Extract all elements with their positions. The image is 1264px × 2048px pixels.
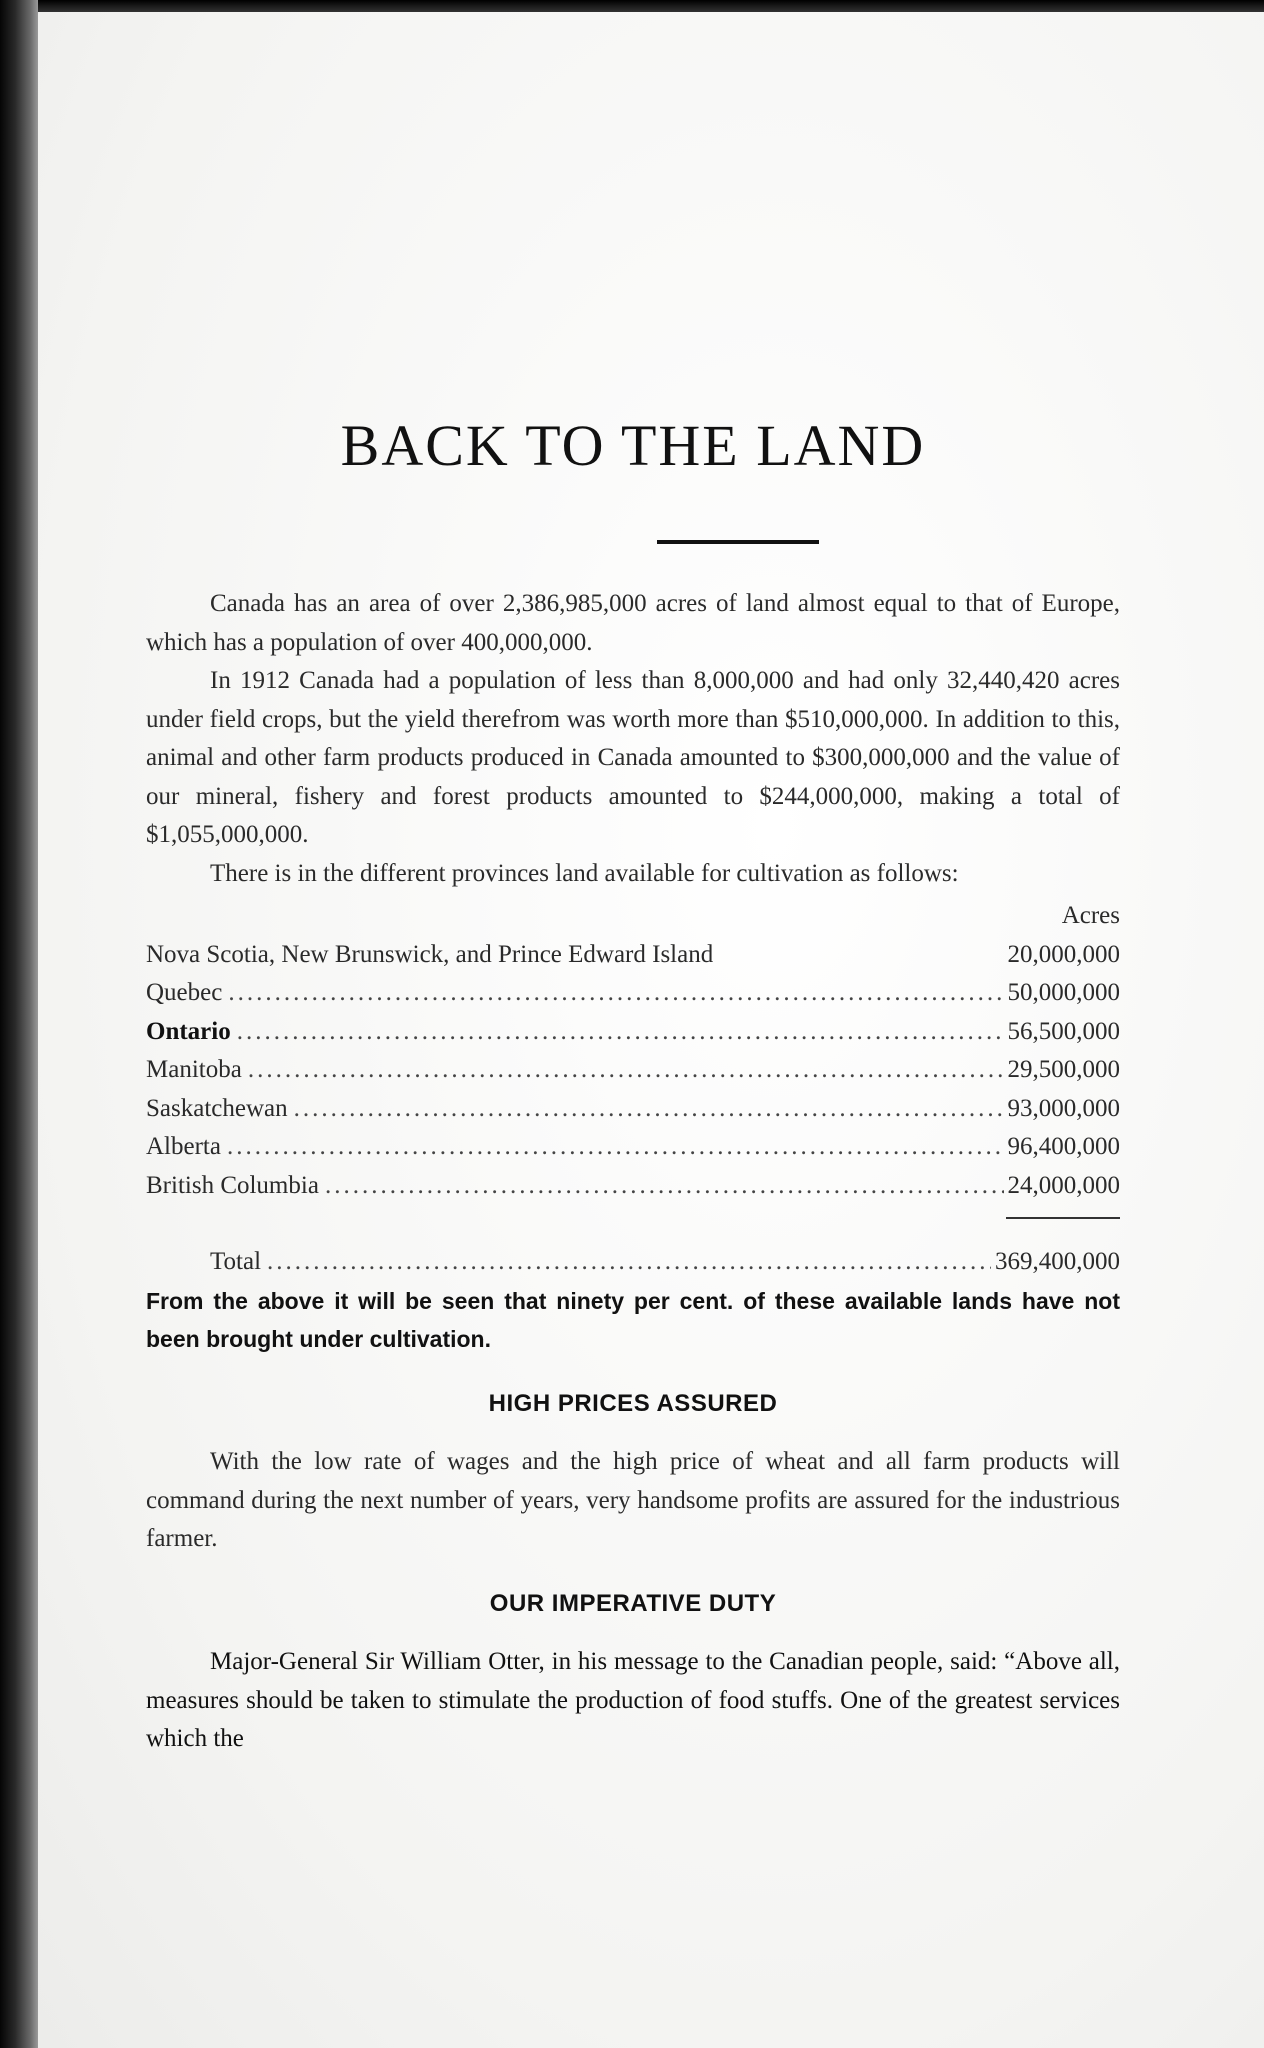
- table-row: [146, 1128, 1120, 1167]
- dot-leader: [227, 1128, 1004, 1167]
- section-text-high-prices: With the low rate of wages and the high price of wheat and all farm products will command during the next number of years, very handsome profits are assured for the industrious farmer.: [146, 1448, 1120, 1552]
- dot-leader: [228, 974, 1003, 1013]
- acres-value: 29,500,000: [1007, 1056, 1120, 1083]
- total-label: Total: [210, 1248, 262, 1275]
- province-name: Saskatchewan: [146, 1094, 288, 1122]
- body-text: [146, 585, 1120, 1759]
- table-row: [146, 974, 1120, 1013]
- acres-value: 50,000,000: [1007, 979, 1120, 1006]
- scan-binding-edge: [0, 0, 38, 2048]
- page-title: BACK TO THE LAND: [340, 413, 926, 478]
- intro-paragraph-1: Canada has an area of over 2,386,985,000 acres of land almost equal to that of Europe, which has a population of over 400,000,000.: [146, 590, 1120, 656]
- dot-leader: [248, 1051, 1004, 1090]
- acres-value: 93,000,000: [1007, 1094, 1120, 1122]
- title-rule: [657, 540, 819, 544]
- province-name: Ontario: [146, 1017, 231, 1045]
- province-name: British Columbia: [146, 1171, 319, 1199]
- conclusion-paragraph: From the above it will be seen that ninety per cent. of these available lands have not been brought under cultivation.: [146, 1287, 1120, 1352]
- section-text-imperative-duty: Major-General Sir William Otter, in his message to the Canadian people, said: “Above all, measures should be taken to stimulate the production of food stuffs. One of the greatest services which the: [146, 1648, 1120, 1752]
- total-value: 369,400,000: [995, 1248, 1120, 1275]
- acres-value: 96,400,000: [1007, 1133, 1120, 1160]
- acres-value: 56,500,000: [1007, 1017, 1120, 1045]
- intro-paragraph-3: There is in the different provinces land available for cultivation as follows:: [210, 859, 959, 887]
- province-name: Quebec: [146, 979, 223, 1006]
- province-name: Alberta: [146, 1133, 221, 1160]
- dot-leader: [294, 1090, 1004, 1129]
- dot-leader: [325, 1167, 1004, 1206]
- intro-paragraph-2: In 1912 Canada had a population of less than 8,000,000 and had only 32,440,420 acres under field crops, but the yield therefrom was worth more than $510,000,000. In addition to this, animal and other farm products produced in Canada amounted to $300,000,000 and the value of our mineral, fishery and forest products amounted to $244,000,000, making a total of $1,055,000,000.: [146, 667, 1120, 848]
- land-table: [146, 897, 1120, 1282]
- table-row: [146, 1090, 1120, 1129]
- scan-top-edge: [0, 0, 1264, 12]
- dot-leader: [267, 1243, 991, 1282]
- table-row: [146, 1051, 1120, 1090]
- province-name: Manitoba: [146, 1056, 242, 1083]
- section-heading-high-prices: HIGH PRICES ASSURED: [488, 1389, 778, 1417]
- acres-value: 20,000,000: [1007, 940, 1120, 968]
- acres-value: 24,000,000: [1007, 1171, 1120, 1199]
- section-heading-imperative-duty: OUR IMPERATIVE DUTY: [489, 1589, 777, 1617]
- acres-column-header: Acres: [1061, 902, 1120, 929]
- table-row: [146, 1167, 1120, 1206]
- total-row: [146, 1243, 1120, 1282]
- paper-sheet: [38, 12, 1264, 2048]
- table-row: [146, 1013, 1120, 1052]
- dot-leader: [237, 1013, 1004, 1052]
- table-row: [146, 936, 1120, 975]
- province-name: Nova Scotia, New Brunswick, and Prince Edward Island: [146, 940, 714, 968]
